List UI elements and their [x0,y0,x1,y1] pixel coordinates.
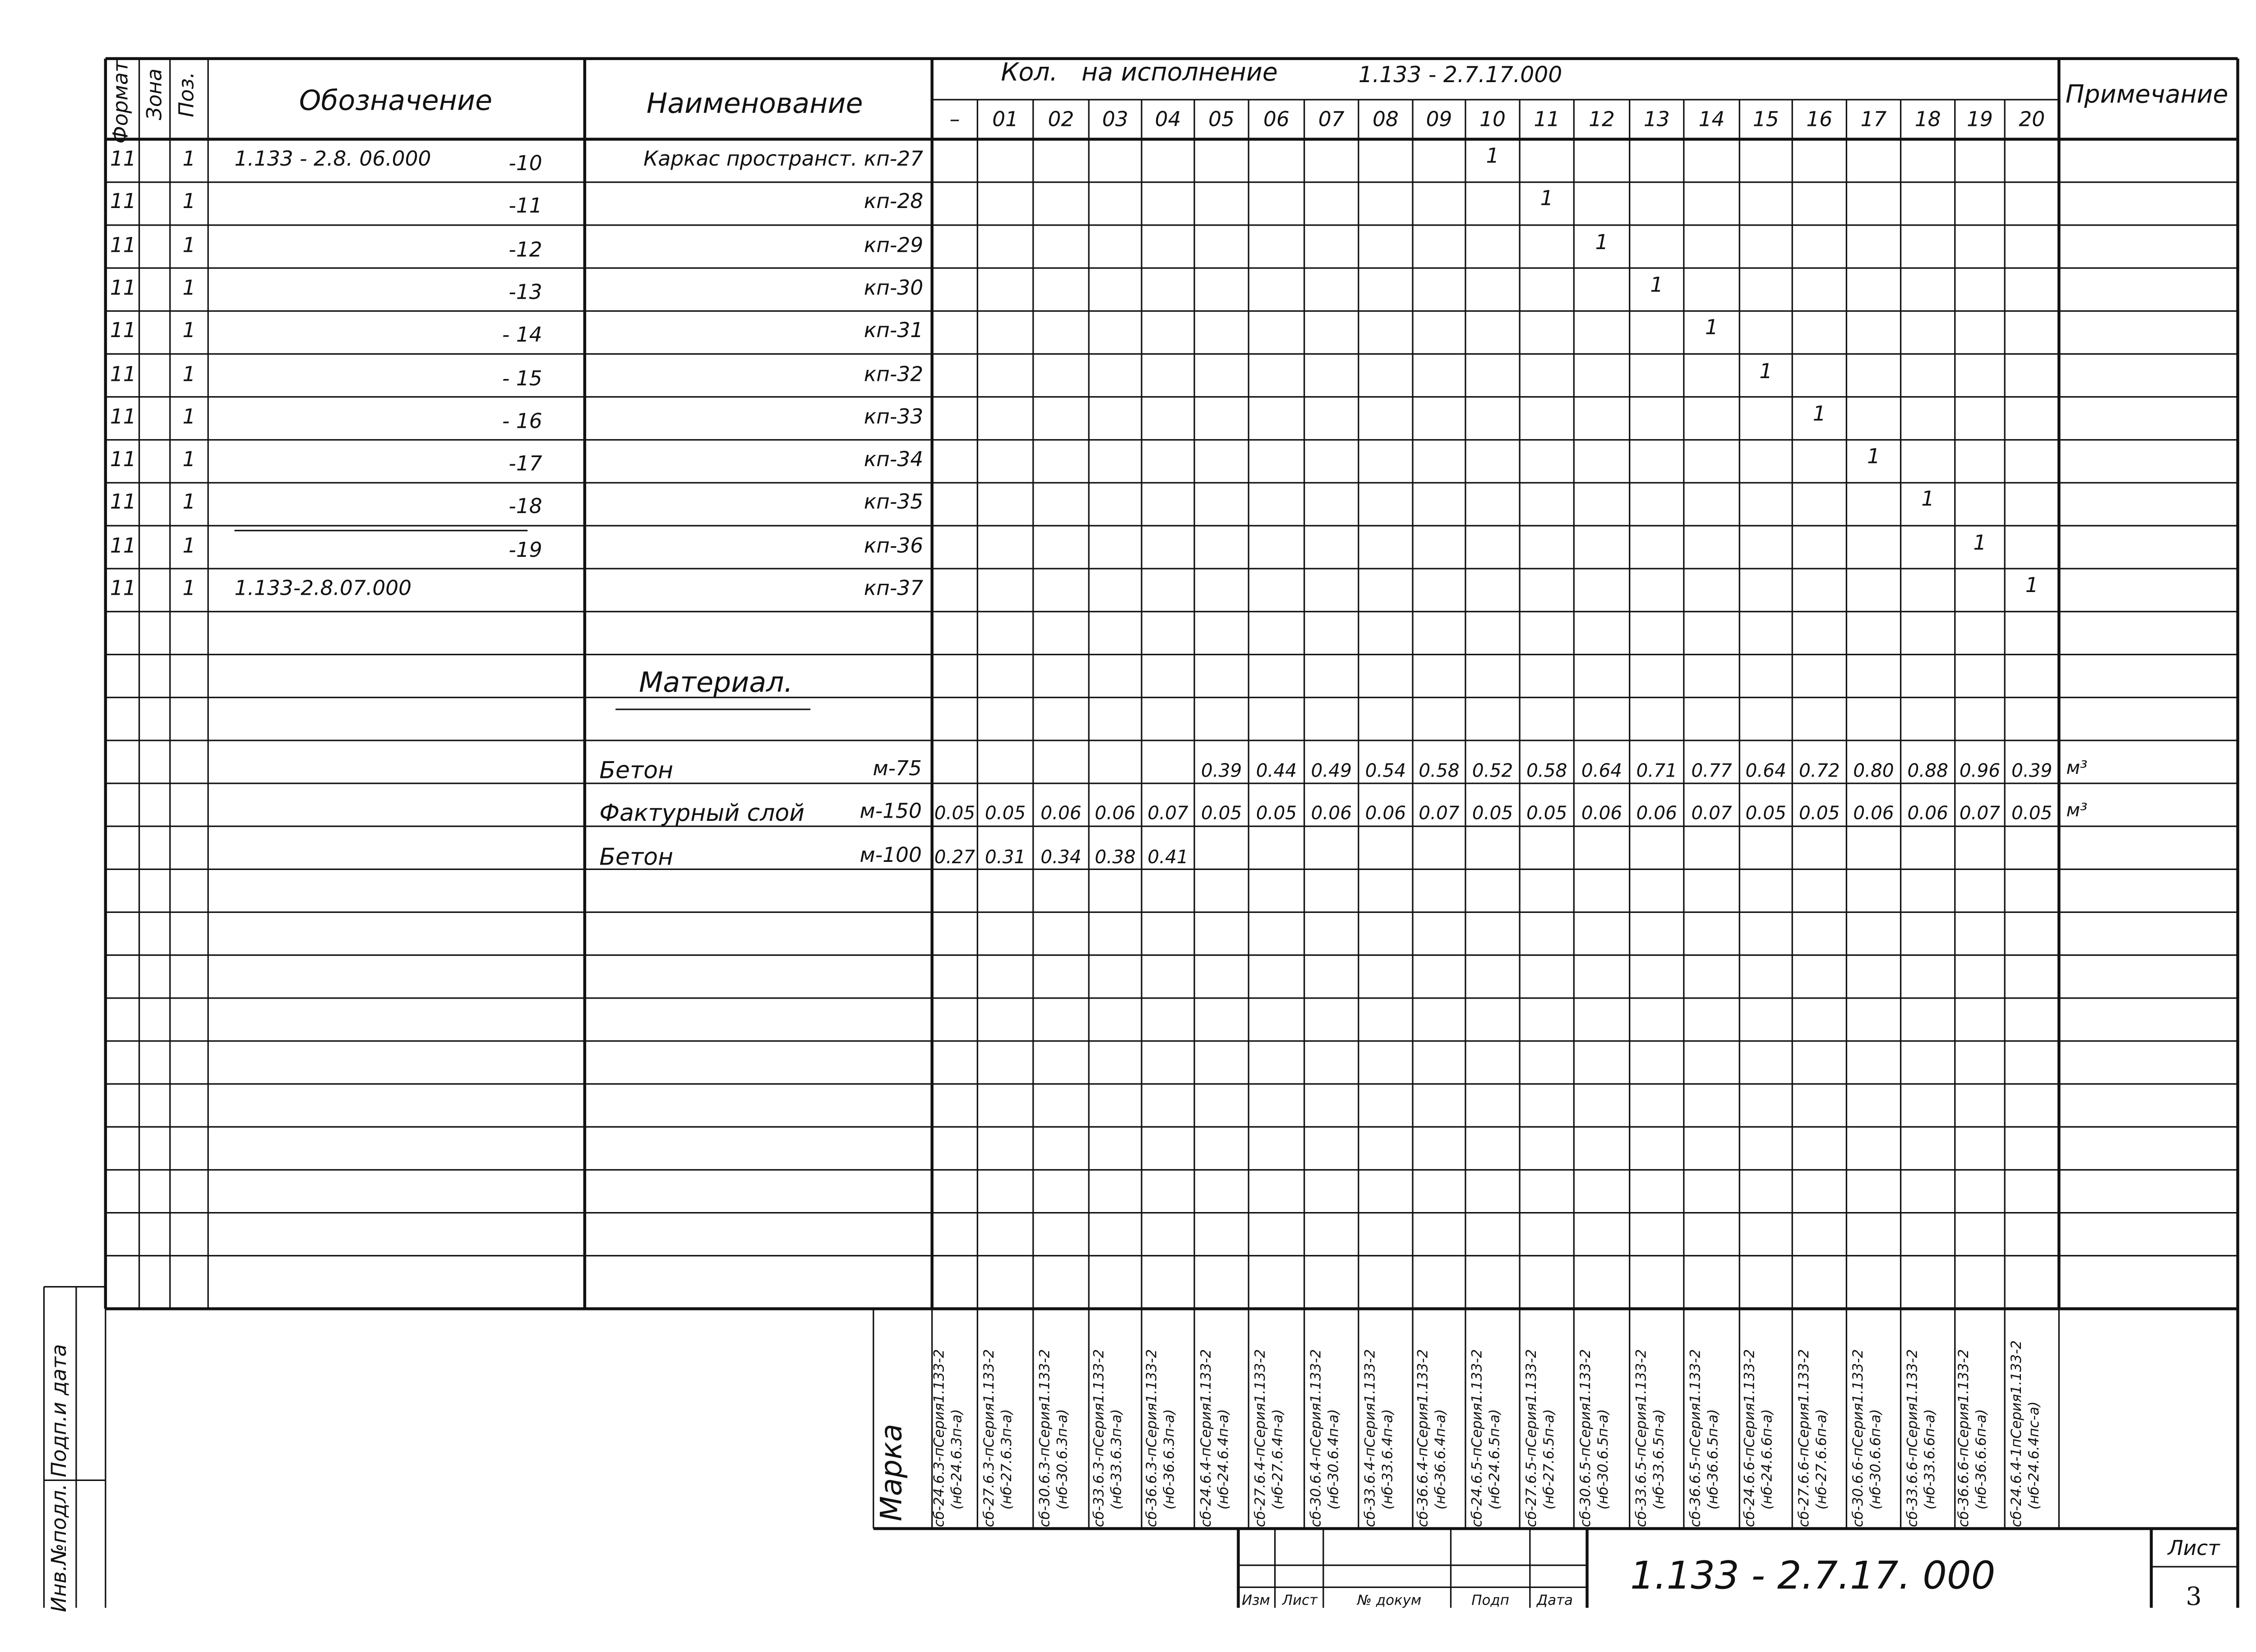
mark-line-2: (нб-33.6.6п-а) [1922,1409,1938,1510]
mark-line-2: (нб-36.6.4п-а) [1433,1409,1450,1510]
position-header: Поз. [176,72,199,117]
variant-header-1: 01 [992,108,1019,132]
row-designation: 1.133-2.8.07.000 [234,577,412,601]
material-value: 0.77 [1691,759,1732,782]
row-format: 11 [110,362,136,386]
variant-header-4: 04 [1155,108,1181,132]
mark-line-1: сб-30.6.5-пСерия1.133-2 [1578,1349,1595,1527]
row-designation-suffix: -12 [509,238,542,262]
material-value: 0.06 [1581,801,1623,824]
material-value: 0.05 [1256,801,1297,824]
row-name: кп-37 [864,577,924,601]
material-value: 0.06 [1095,801,1136,824]
variant-header-2: 02 [1048,108,1074,132]
material-value: 0.06 [1636,801,1677,824]
material-value: 0.72 [1799,759,1840,782]
variant-header-11: 11 [1534,108,1560,132]
row-position: 1 [182,191,196,215]
mark-line-1: сб-24.6.5-пСерия1.133-2 [1469,1349,1485,1527]
mark-line-2: (нб-24.6.4п-а) [1216,1409,1232,1510]
row-qty: 1 [1921,488,1935,512]
material-value: 0.07 [1691,801,1732,824]
marks-label: Марка [873,1424,909,1522]
variant-header-18: 18 [1914,108,1941,132]
material-value: 0.07 [1419,801,1460,824]
row-name: кп-30 [864,277,924,301]
row-name: кп-32 [864,362,924,386]
row-name: кп-33 [864,406,924,429]
mark-line-2: (нб-33.6.4п-а) [1379,1409,1396,1510]
material-value: 0.52 [1472,759,1513,782]
variant-header-13: 13 [1643,108,1670,132]
material-value: 0.39 [2011,759,2053,782]
mark-line-1: сб-33.6.3-пСерия1.133-2 [1091,1349,1108,1527]
row-qty: 1 [1759,360,1773,384]
material-value: 0.80 [1853,759,1894,782]
row-format: 11 [110,406,136,429]
mark-line-1: сб-36.6.5-пСерия1.133-2 [1688,1349,1705,1527]
material-name: Бетон [599,756,674,784]
row-position: 1 [182,319,196,343]
variant-header-0: – [949,108,960,132]
row-position: 1 [182,406,196,429]
mark-line-2: (нб-27.6.4п-а) [1270,1409,1287,1510]
qty-header-middle: на исполнение [1081,58,1278,88]
material-value: 0.41 [1147,846,1188,868]
mark-line-2: (нб-33.6.3п-а) [1109,1409,1126,1510]
variant-header-20: 20 [2019,108,2045,132]
mark-line-1: сб-36.6.6-пСерия1.133-2 [1956,1349,1973,1527]
qty-header-prefix: Кол. [1001,58,1058,88]
row-format: 11 [110,449,136,472]
material-value: 0.71 [1636,759,1677,782]
material-value: 0.44 [1256,759,1297,782]
mark-line-1: сб-24.6.4-1пСерия1.133-2 [2008,1340,2025,1527]
row-qty: 1 [1540,188,1553,212]
material-value: 0.27 [934,846,975,868]
row-format: 11 [110,191,136,215]
variant-header-3: 03 [1102,108,1128,132]
sheet-label: Лист [2168,1537,2220,1561]
mark-line-2: (нб-30.6.6п-а) [1868,1409,1884,1510]
variant-header-6: 06 [1263,108,1290,132]
material-value: 0.88 [1907,759,1948,782]
material-value: 0.54 [1365,759,1406,782]
row-position: 1 [182,362,196,386]
qty-header-doc: 1.133 - 2.7.17.000 [1358,61,1563,88]
variant-header-14: 14 [1698,108,1725,132]
mark-line-1: сб-27.6.6-пСерия1.133-2 [1796,1349,1812,1527]
material-value: 0.05 [1799,801,1840,824]
material-value: 0.49 [1311,759,1352,782]
mark-line-2: (нб-27.6.5п-а) [1541,1409,1557,1510]
material-value: 0.31 [985,846,1026,868]
mark-line-2: (нб-27.6.3п-а) [999,1409,1016,1510]
row-designation: 1.133 - 2.8. 06.000 [234,148,431,172]
mark-line-1: сб-24.6.6-пСерия1.133-2 [1742,1349,1759,1527]
title-list-label: Лист [1282,1593,1318,1610]
designation-header: Обозначение [299,85,493,117]
mark-line-1: сб-24.6.4-пСерия1.133-2 [1198,1349,1214,1527]
row-format: 11 [110,277,136,301]
row-position: 1 [182,534,196,558]
row-name: кп-34 [864,449,924,472]
material-value: 0.05 [1201,801,1242,824]
row-name: кп-28 [864,191,924,215]
variant-header-10: 10 [1479,108,1506,132]
row-position: 1 [182,234,196,258]
variant-header-15: 15 [1752,108,1779,132]
row-qty: 1 [1486,145,1499,169]
mark-line-1: сб-36.6.3-пСерия1.133-2 [1144,1349,1161,1527]
variant-header-19: 19 [1966,108,1993,132]
material-name: Фактурный слой [599,799,805,827]
mark-line-2: (нб-33.6.5п-а) [1650,1409,1667,1510]
row-name: кп-36 [864,534,924,558]
mark-line-2: (нб-36.6.6п-а) [1974,1409,1990,1510]
row-qty: 1 [2025,574,2039,598]
material-value: 0.06 [1907,801,1948,824]
zone-header: Зона [143,68,167,120]
material-value: 0.96 [1959,759,2001,782]
mark-line-2: (нб-24.6.4пс-а) [2026,1401,2042,1510]
mark-line-2: (нб-30.6.5п-а) [1595,1409,1612,1510]
material-value: 0.58 [1419,759,1460,782]
material-value: 0.05 [934,801,975,824]
row-designation-suffix: -19 [509,539,542,563]
mark-line-1: сб-33.6.5-пСерия1.133-2 [1633,1349,1650,1527]
material-value: 0.05 [1526,801,1567,824]
mark-line-1: сб-33.6.4-пСерия1.133-2 [1362,1349,1378,1527]
row-qty: 1 [1812,403,1826,426]
row-name: кп-31 [864,319,924,343]
material-value: 0.58 [1526,759,1567,782]
mark-line-2: (нб-24.6.5п-а) [1486,1409,1503,1510]
mark-line-1: сб-27.6.5-пСерия1.133-2 [1523,1349,1539,1527]
mark-line-2: (нб-36.6.5п-а) [1706,1409,1722,1510]
material-name: Бетон [599,842,674,871]
row-designation-suffix: -18 [509,496,542,520]
variant-header-8: 08 [1372,108,1399,132]
row-designation-suffix: - 15 [502,367,542,391]
variant-header-12: 12 [1589,108,1615,132]
row-designation-suffix: -17 [509,453,542,477]
material-value: 0.07 [1147,801,1188,824]
variant-header-5: 05 [1208,108,1235,132]
material-value: 0.06 [1311,801,1352,824]
variant-header-16: 16 [1806,108,1833,132]
row-name: кп-29 [864,234,924,258]
row-qty: 1 [1595,231,1609,255]
material-value: 0.64 [1745,759,1786,782]
row-format: 11 [110,534,136,558]
material-grade: м-75 [873,758,922,782]
mark-line-1: сб-27.6.4-пСерия1.133-2 [1253,1349,1269,1527]
mark-line-1: сб-30.6.6-пСерия1.133-2 [1850,1349,1867,1527]
material-value: 0.39 [1201,759,1242,782]
row-format: 11 [110,577,136,601]
materials-title: Материал. [639,666,793,699]
material-value: 0.06 [1365,801,1406,824]
mark-line-2: (нб-36.6.3п-а) [1162,1409,1179,1510]
mark-line-2: (нб-30.6.3п-а) [1055,1409,1072,1510]
row-format: 11 [110,234,136,258]
row-designation-suffix: -11 [509,195,542,219]
name-header: Наименование [646,88,863,120]
note-header: Примечание [2065,80,2228,110]
title-izm-label: Изм [1242,1593,1270,1610]
row-qty: 1 [1867,445,1880,469]
mark-line-1: сб-36.6.4-пСерия1.133-2 [1415,1349,1432,1527]
variant-header-9: 09 [1426,108,1452,132]
material-value: 0.05 [985,801,1026,824]
mark-line-2: (нб-30.6.4п-а) [1325,1409,1342,1510]
row-qty: 1 [1973,531,1987,555]
material-grade: м-150 [860,800,922,824]
document-number: 1.133 - 2.7.17. 000 [1630,1555,1996,1599]
material-unit: м³ [2066,799,2088,821]
inventory-margin-label: Инв.№подл. [48,1483,72,1612]
row-position: 1 [182,148,196,172]
format-header: Формат [110,60,134,144]
material-value: 0.34 [1040,846,1082,868]
sign-date-margin-label: Подп.и дата [48,1344,72,1477]
material-value: 0.64 [1581,759,1623,782]
material-value: 0.05 [2011,801,2053,824]
row-qty: 1 [1650,274,1664,297]
mark-line-2: (нб-24.6.6п-а) [1760,1409,1776,1510]
material-grade: м-100 [860,844,922,868]
row-designation-suffix: - 16 [502,410,542,434]
material-value: 0.06 [1040,801,1082,824]
material-value: 0.06 [1853,801,1894,824]
row-qty: 1 [1705,317,1719,341]
row-position: 1 [182,449,196,472]
row-name: Каркас пространст. кп-27 [643,148,924,172]
row-designation-suffix: -13 [509,281,542,305]
row-designation-suffix: -10 [509,152,542,176]
row-name: кп-35 [864,491,924,515]
mark-line-1: сб-27.6.3-пСерия1.133-2 [982,1349,998,1527]
mark-line-1: сб-30.6.4-пСерия1.133-2 [1308,1349,1324,1527]
row-format: 11 [110,491,136,515]
mark-line-2: (нб-24.6.3п-а) [949,1409,965,1510]
material-value: 0.07 [1959,801,2001,824]
title-date-label: Дата [1537,1593,1573,1610]
mark-line-1: сб-33.6.6-пСерия1.133-2 [1904,1349,1921,1527]
row-position: 1 [182,577,196,601]
material-value: 0.05 [1472,801,1513,824]
material-value: 0.38 [1095,846,1136,868]
row-format: 11 [110,148,136,172]
material-value: 0.05 [1745,801,1786,824]
sheet-number: 3 [2186,1583,2202,1612]
row-designation-suffix: - 14 [502,324,542,348]
mark-line-1: сб-30.6.3-пСерия1.133-2 [1037,1349,1054,1527]
row-format: 11 [110,319,136,343]
title-sign-label: Подп [1471,1593,1509,1610]
row-position: 1 [182,277,196,301]
mark-line-1: сб-24.6.3-пСерия1.133-2 [931,1349,948,1527]
variant-header-17: 17 [1860,108,1887,132]
row-position: 1 [182,491,196,515]
mark-line-2: (нб-27.6.6п-а) [1813,1409,1830,1510]
material-unit: м³ [2066,756,2088,778]
title-docnum-label: № докум [1357,1593,1422,1610]
variant-header-7: 07 [1318,108,1345,132]
